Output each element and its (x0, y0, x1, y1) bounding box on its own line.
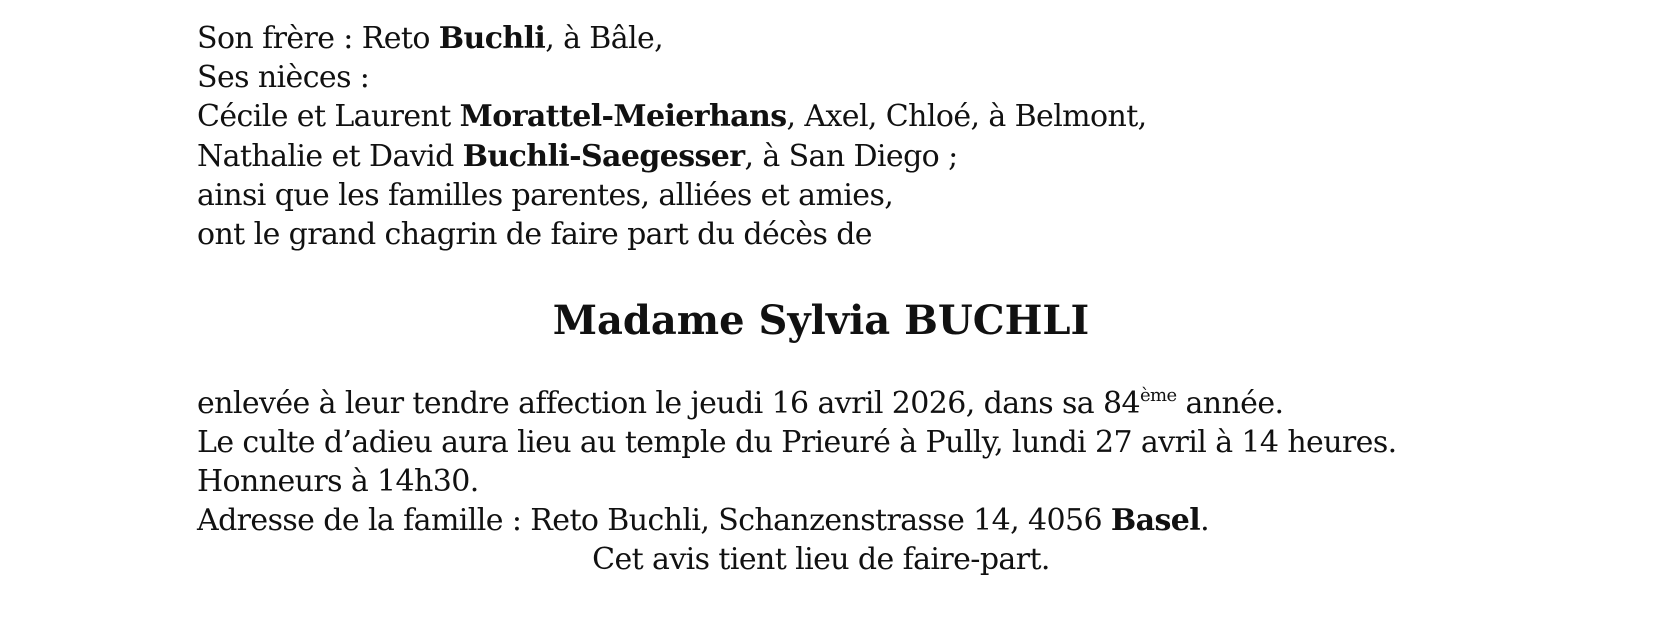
notice-line: Cet avis tient lieu de faire-part. (592, 542, 1050, 577)
address-prefix: Adresse de la famille : Reto Buchli, Schanzenstrasse 14, 4056 (197, 503, 1111, 538)
niece1-prefix: Cécile et Laurent (197, 99, 460, 134)
death-prefix: enlevée à leur tendre affection le jeudi 16 avril 2026, dans sa 84 (197, 386, 1140, 421)
nieces-label: Ses nièces : (197, 60, 370, 95)
niece2-prefix: Nathalie et David (197, 139, 463, 174)
brother-line (197, 18, 663, 60)
service-line: Le culte d’adieu aura lieu au temple du Prieuré à Pully, lundi 27 avril à 14 heures. (197, 425, 1397, 460)
brother-name: Buchli (438, 21, 546, 56)
address-line (197, 500, 1209, 542)
relatives-line: ainsi que les familles parentes, alliées et amies, (197, 178, 894, 213)
honours-line: Honneurs à 14h30. (197, 464, 479, 499)
niece1-suffix: , Axel, Chloé, à Belmont, (786, 99, 1147, 134)
address-city: Basel (1110, 503, 1201, 538)
obituary-notice (197, 0, 1497, 638)
niece2-suffix: , à San Diego ; (744, 139, 958, 174)
niece1-name: Morattel-Meierhans (459, 99, 787, 134)
address-suffix: . (1200, 503, 1210, 538)
announcement-line: ont le grand chagrin de faire part du décès de (197, 217, 872, 252)
niece-line-2 (197, 136, 958, 178)
death-suffix: année. (1176, 386, 1284, 421)
niece2-name: Buchli-Saegesser (462, 139, 745, 174)
niece-line-1 (197, 96, 1147, 138)
brother-prefix: Son frère : Reto (197, 21, 439, 56)
ordinal-suffix: ème (1139, 385, 1177, 406)
brother-suffix: , à Bâle, (545, 21, 664, 56)
deceased-name: Madame Sylvia BUCHLI (552, 297, 1090, 344)
death-line (197, 383, 1283, 425)
